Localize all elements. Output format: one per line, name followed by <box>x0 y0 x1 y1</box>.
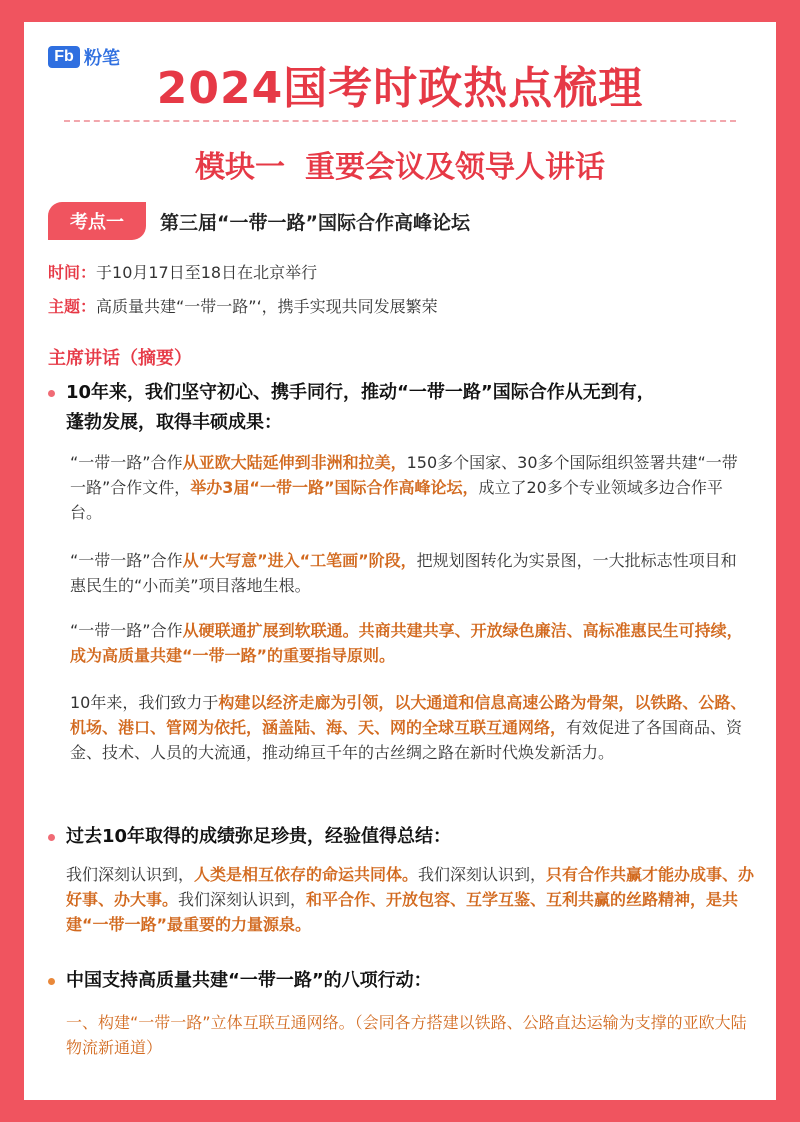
p4-b: 构建以经济走廊为引领，以大通道和信息高速公路为骨架，以铁路、公路、机场、港口、管网为依托，涵盖陆、海、天、网的全球互联互通网络， <box>70 693 747 737</box>
theme-text: 高质量共建“一带一路”‘，携手实现共同发展繁荣 <box>96 297 438 316</box>
p1-a: “一带一路”合作 <box>70 453 183 472</box>
paragraph-1 <box>70 450 750 525</box>
time-label: 时间： <box>48 263 97 282</box>
bullet-heading-3 <box>48 966 766 996</box>
p1-d: 举办3届“一带一路”国际合作高峰论坛， <box>190 478 479 497</box>
p3-a: “一带一路”合作 <box>70 621 183 640</box>
module-number: 模块一 <box>195 150 285 185</box>
paragraph-4 <box>70 690 750 765</box>
kaodian-header <box>48 202 470 240</box>
p5-c: 我们深刻认识到， <box>418 865 547 884</box>
logo-mark: Fb <box>48 46 80 68</box>
p2-c: 把规划图转化为实景图，一大批标志性项目和惠民生的“小而美”项目落地生根。 <box>70 551 737 595</box>
kaodian-badge: 考点一 <box>48 202 146 240</box>
p5-e: 我们深刻认识到， <box>178 890 307 909</box>
bullet-dot-icon <box>48 390 55 397</box>
p1-e: 成立了20多个专业领域多边合作平台。 <box>70 478 723 522</box>
document-page <box>24 22 776 1100</box>
bullet-heading-2 <box>48 822 766 852</box>
bullet-dot-icon <box>48 834 55 841</box>
p5-a: 我们深刻认识到， <box>66 865 195 884</box>
time-row <box>48 260 317 283</box>
bullet-heading-1 <box>48 378 766 438</box>
p5-b: 人类是相互依存的命运共同体。 <box>194 865 419 884</box>
p2-b: 从“大写意”进入“工笔画”阶段， <box>182 551 417 570</box>
time-text: 于10月17日至18日在北京举行 <box>96 263 318 282</box>
p5-d: 只有合作共赢才能办成事、办好事、办大事。 <box>66 865 755 909</box>
paragraph-2 <box>70 548 750 598</box>
p1-c: 150多个国家、30多个国际组织签署共建“一带一路”合作文件， <box>70 453 738 497</box>
module-name: 重要会议及领导人讲话 <box>305 150 605 185</box>
paragraph-5 <box>66 862 756 937</box>
bullet-1-line1: 10年来，我们坚守初心、携手同行，推动“一带一路”国际合作从无到有， <box>66 382 655 403</box>
logo-text: 粉笔 <box>84 48 120 69</box>
bullet-3-head: 中国支持高质量共建“一带一路”的八项行动： <box>66 970 432 991</box>
p5-f: 和平合作、开放包容、互学互鉴、互利共赢的丝路精神，是共建“一带一路”最重要的力量源泉。 <box>66 890 739 934</box>
page-title: 2024国考时政热点梳理 <box>156 63 644 114</box>
paragraph-3 <box>70 618 750 668</box>
theme-row <box>48 294 438 317</box>
title-divider <box>64 120 736 122</box>
p1-b: 从亚欧大陆延伸到非洲和拉美， <box>182 453 407 472</box>
bullet-1-line2: 蓬勃发展，取得丰硕成果： <box>66 412 282 433</box>
speech-heading: 主席讲话（摘要） <box>48 348 192 369</box>
paragraph-6: 一、构建“一带一路”立体互联互通网络。（会同各方搭建以铁路、公路直达运输为支撑的亚欧大陆物流新通道） <box>66 1013 747 1057</box>
p3-b: 从硬联通扩展到软联通。共商共建共享、开放绿色廉洁、高标准惠民生可持续，成为高质量共建“一带一路”的重要指导原则。 <box>70 621 743 665</box>
bullet-dot-icon <box>48 978 55 985</box>
p4-c: 有效促进了各国商品、资金、技术、人员的大流通，推动绵亘千年的古丝绸之路在新时代焕发新活力。 <box>70 718 743 762</box>
p2-a: “一带一路”合作 <box>70 551 183 570</box>
module-title <box>24 142 776 186</box>
p4-a: 10年来，我们致力于 <box>70 693 219 712</box>
bullet-2-head: 过去10年取得的成绩弥足珍贵，经验值得总结： <box>66 826 452 847</box>
kaodian-title: 第三届“一带一路”国际合作高峰论坛 <box>160 211 470 234</box>
theme-label: 主题： <box>48 297 97 316</box>
